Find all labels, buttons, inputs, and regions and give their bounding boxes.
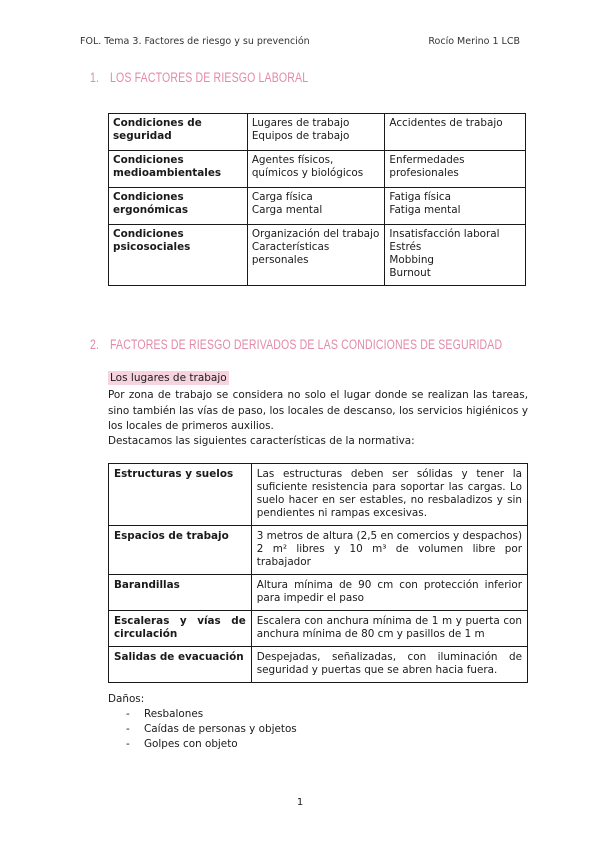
section-2-title-text: FACTORES DE RIESGO DERIVADOS DE LAS CONDICIONES DE SEGURIDAD bbox=[110, 337, 503, 352]
table-row bbox=[109, 575, 528, 611]
section-2-number: 2. bbox=[90, 337, 100, 352]
table-cell-item: Estructuras y suelos bbox=[109, 464, 252, 526]
list-item: - Golpes con objeto bbox=[126, 738, 238, 750]
paragraph-definition: Por zona de trabajo se considera no solo el lugar donde se realizan las tareas, sino también las vías de paso, los locales de descanso, los servicios higiénicos y los locales de primeros auxilios. bbox=[108, 389, 528, 432]
table-row bbox=[109, 188, 526, 225]
table-row bbox=[109, 464, 528, 526]
workplace-requirements-table bbox=[108, 463, 528, 683]
table-cell-category: Condiciones medioambientales bbox=[109, 151, 248, 188]
risk-factors-table bbox=[108, 113, 526, 286]
table-row bbox=[109, 225, 526, 286]
paragraph-intro: Destacamos las siguientes características de la normativa: bbox=[108, 435, 415, 447]
table-cell-consequences: Insatisfacción laboral Estrés Mobbing Burnout bbox=[385, 225, 526, 286]
page-number: 1 bbox=[296, 797, 304, 808]
table-cell-item: Espacios de trabajo bbox=[109, 526, 252, 575]
table-cell-factors: Carga física Carga mental bbox=[247, 188, 385, 225]
table-cell-factors: Lugares de trabajo Equipos de trabajo bbox=[247, 114, 385, 151]
table-cell-requirement: Escalera con anchura mínima de 1 m y puerta con anchura mínima de 80 cm y pasillos de 1 m bbox=[251, 611, 527, 647]
subsection-heading: Los lugares de trabajo bbox=[110, 372, 227, 384]
damages-list bbox=[108, 707, 297, 752]
table-cell-factors: Organización del trabajo Características personales bbox=[247, 225, 385, 286]
list-item: - Resbalones bbox=[126, 708, 204, 720]
table-cell-consequences: Enfermedades profesionales bbox=[385, 151, 526, 188]
section-1-number: 1. bbox=[90, 70, 100, 85]
table-cell-item: Barandillas bbox=[109, 575, 252, 611]
damages-list-block bbox=[108, 692, 297, 752]
table-row bbox=[109, 526, 528, 575]
table-cell-item: Escaleras y vías de circulación bbox=[109, 611, 252, 647]
table-cell-requirement: Despejadas, señalizadas, con iluminación de seguridad y puertas que se abren hacia fuera. bbox=[251, 647, 527, 683]
section-1-title-text: LOS FACTORES DE RIESGO LABORAL bbox=[110, 70, 309, 85]
list-item: - Caídas de personas y objetos bbox=[126, 723, 297, 735]
table-row bbox=[109, 647, 528, 683]
table-cell-category: Condiciones psicosociales bbox=[109, 225, 248, 286]
table-cell-consequences: Accidentes de trabajo bbox=[385, 114, 526, 151]
table-cell-requirement: Las estructuras deben ser sólidas y tener la suficiente resistencia para soportar las cargas. Lo suelo hacer en ser estables, no resbaladizos y sin pendientes ni rampas excesivas. bbox=[251, 464, 527, 526]
table-cell-category: Condiciones de seguridad bbox=[109, 114, 248, 151]
table-cell-requirement: 3 metros de altura (2,5 en comercios y despachos) 2 m² libres y 10 m³ de volumen libre por trabajador bbox=[251, 526, 527, 575]
header-document-title: FOL. Tema 3. Factores de riesgo y su prevención bbox=[80, 36, 310, 47]
table-cell-consequences: Fatiga física Fatiga mental bbox=[385, 188, 526, 225]
damages-label: Daños: bbox=[108, 693, 145, 705]
table-cell-category: Condiciones ergonómicas bbox=[109, 188, 248, 225]
table-cell-item: Salidas de evacuación bbox=[109, 647, 252, 683]
page-header bbox=[80, 36, 520, 50]
header-author: Rocío Merino 1 LCB bbox=[428, 36, 520, 47]
table-row bbox=[109, 611, 528, 647]
section-2-title bbox=[90, 337, 502, 352]
table-row bbox=[109, 114, 526, 151]
section-1-title bbox=[90, 70, 308, 85]
table-cell-factors: Agentes físicos, químicos y biológicos bbox=[247, 151, 385, 188]
table-row bbox=[109, 151, 526, 188]
table-cell-requirement: Altura mínima de 90 cm con protección inferior para impedir el paso bbox=[251, 575, 527, 611]
